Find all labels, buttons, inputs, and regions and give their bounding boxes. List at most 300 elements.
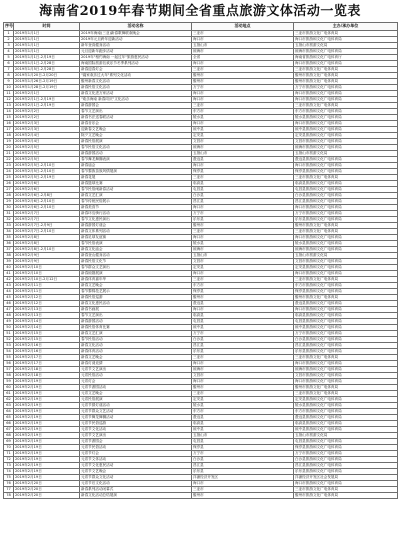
cell-organizer: 三亚市旅游文化广电体育局: [294, 67, 398, 73]
cell-activity-name: 新春足球友谊赛: [80, 235, 192, 241]
cell-activity-name: 新春游园活动: [80, 319, 192, 325]
cell-time: 2019年2月19日: [14, 451, 80, 457]
cell-activity-name: 元宵节灯会: [80, 451, 192, 457]
cell-time: 2019年2月9日: [14, 259, 80, 265]
cell-organizer: 万宁市旅游和文化广电体育局: [294, 211, 398, 217]
cell-number: 7: [4, 67, 14, 73]
cell-activity-name: 新春体育活动: [80, 349, 192, 355]
cell-organizer: 海口市旅游和文化广电体育局: [294, 61, 398, 67]
cell-activity-name: 新春游园活动: [80, 151, 192, 157]
cell-organizer: 海口市旅游和文化广电体育局: [294, 307, 398, 313]
cell-number: 47: [4, 307, 14, 313]
cell-location: 保亭县: [192, 289, 294, 295]
cell-activity-name: 新春民俗文化节: [80, 259, 192, 265]
cell-organizer: 保亭县旅游和文化广电体育局: [294, 169, 398, 175]
cell-time: 2019年2月19日: [14, 439, 80, 445]
cell-time: 2019年2月7日: [14, 217, 80, 223]
cell-location: 三亚市: [192, 277, 294, 283]
cell-time: 2019年2月19日: [14, 391, 80, 397]
cell-activity-name: 新春美食节: [80, 205, 192, 211]
cell-organizer: 昌江县旅游和文化广电体育局: [294, 343, 398, 349]
cell-location: 三亚市: [192, 229, 294, 235]
cell-location: 三亚市: [192, 67, 294, 73]
cell-activity-name: 元宵节游园会: [80, 439, 192, 445]
cell-number: 58: [4, 373, 14, 379]
cell-location: 海口市: [192, 205, 294, 211]
cell-number: 15: [4, 115, 14, 121]
cell-activity-name: 新春迎春灯会: [80, 67, 192, 73]
cell-organizer: 东方市旅游和文化广电体育局: [294, 409, 398, 415]
cell-organizer: 海口市旅游和文化广电体育局: [294, 97, 398, 103]
cell-location: 五指山市: [192, 433, 294, 439]
cell-time: 2019年2月9日: [14, 253, 80, 259]
cell-number: 45: [4, 295, 14, 301]
cell-time: 2019年2月18日: [14, 367, 80, 373]
cell-organizer: 定安县旅游和文化广电体育局: [294, 265, 398, 271]
cell-organizer: 临高县旅游和文化广电体育局: [294, 181, 398, 187]
cell-number: 28: [4, 193, 14, 199]
cell-organizer: 海口市旅游和文化广电体育局: [294, 361, 398, 367]
cell-number: 18: [4, 133, 14, 139]
cell-number: 65: [4, 415, 14, 421]
cell-number: 74: [4, 469, 14, 475]
cell-activity-name: 新春登山健身活动: [80, 253, 192, 259]
cell-location: 东方市: [192, 283, 294, 289]
cell-activity-name: 元宵节群众文化活动: [80, 475, 192, 481]
cell-location: 乐东县: [192, 469, 294, 475]
cell-activity-name: 元宵民俗展演: [80, 397, 192, 403]
cell-location: 琼海市: [192, 49, 294, 55]
cell-activity-name: 元宵灯会: [80, 379, 192, 385]
table-row: [4, 493, 398, 499]
cell-activity-name: 元宵节群众文艺活动: [80, 409, 192, 415]
cell-activity-name: 迎新春文艺晚会: [80, 127, 192, 133]
cell-number: 26: [4, 181, 14, 187]
cell-number: 38: [4, 253, 14, 259]
cell-location: 万宁市: [192, 331, 294, 337]
cell-location: 澄迈县: [192, 157, 294, 163]
cell-number: 8: [4, 73, 14, 79]
cell-time: 2019年2月3日: [14, 127, 80, 133]
cell-organizer: 洋浦经济开发区社会发展局: [294, 475, 398, 481]
cell-time: 2019年2月11日: [14, 289, 80, 295]
cell-number: 17: [4, 127, 14, 133]
cell-time: 2019年2月6日-2月10日: [14, 199, 80, 205]
cell-activity-name: 新春游园会: [80, 103, 192, 109]
cell-number: 25: [4, 175, 14, 181]
cell-activity-name: 元宵节文艺演出: [80, 367, 192, 373]
cell-number: 3: [4, 43, 14, 49]
cell-number: 5: [4, 55, 14, 61]
cell-activity-name: 新春文艺汇演: [80, 193, 192, 199]
cell-number: 78: [4, 493, 14, 499]
cell-organizer: 儋州市旅游文化广电体育局: [294, 223, 398, 229]
cell-location: 白沙县: [192, 193, 294, 199]
cell-organizer: 海口市旅游和文化广电体育局: [294, 163, 398, 169]
cell-organizer: 白沙县旅游和文化广电体育局: [294, 193, 398, 199]
cell-location: 昌江县: [192, 463, 294, 469]
cell-location: 文昌市: [192, 139, 294, 145]
cell-time: 2019年2月4日: [14, 133, 80, 139]
cell-number: 14: [4, 109, 14, 115]
cell-activity-name: 新春书画展: [80, 307, 192, 313]
cell-location: 临高县: [192, 181, 294, 187]
cell-activity-name: "阖家欢乐过大年"系列文化活动: [80, 73, 192, 79]
cell-organizer: 乐东县旅游和文化广电体育局: [294, 349, 398, 355]
cell-location: 琼中县: [192, 427, 294, 433]
cell-location: 海口市: [192, 235, 294, 241]
cell-activity-name: 新春文化活动: [80, 343, 192, 349]
cell-activity-name: 新春篮球比赛: [80, 181, 192, 187]
cell-organizer: 琼海市旅游和文化广电体育局: [294, 145, 398, 151]
cell-organizer: 白沙县旅游和文化广电体育局: [294, 337, 398, 343]
cell-location: 海口市: [192, 307, 294, 313]
cell-organizer: 儋州市旅游文化广电体育局: [294, 295, 398, 301]
cell-time: 2019年2月1日: [14, 91, 80, 97]
cell-activity-name: 春节文艺演出: [80, 313, 192, 319]
cell-organizer: 三亚市旅游文化广电体育局: [294, 391, 398, 397]
cell-organizer: 海南省旅游和文化广电体育厅: [294, 55, 398, 61]
cell-time: 2019年1月26日-2月19日: [14, 79, 80, 85]
cell-activity-name: 新春游园灯谜会: [80, 223, 192, 229]
cell-time: 2019年2月5日: [14, 151, 80, 157]
cell-time: 2019年2月4日: [14, 139, 80, 145]
cell-activity-name: 新春文化惠民活动: [80, 301, 192, 307]
cell-organizer: 陵水县旅游和文化广电体育局: [294, 403, 398, 409]
cell-location: 文昌市: [192, 259, 294, 265]
cell-number: 53: [4, 343, 14, 349]
cell-location: 琼海市: [192, 145, 294, 151]
cell-time: 2019年1月28日-2月19日: [14, 85, 80, 91]
cell-time: 2019年2月5日-2月19日: [14, 175, 80, 181]
cell-time: 2019年2月19日: [14, 415, 80, 421]
cell-location: 三亚市: [192, 487, 294, 493]
cell-location: 海口市: [192, 271, 294, 277]
cell-number: 42: [4, 277, 14, 283]
cell-number: 51: [4, 331, 14, 337]
cell-number: 43: [4, 283, 14, 289]
cell-activity-name: 2019年"相约海南 一起过年"旅游惠民活动: [80, 55, 192, 61]
cell-time: 2019年2月14日: [14, 319, 80, 325]
cell-activity-name: 新春书法送春联活动: [80, 115, 192, 121]
cell-number: 60: [4, 385, 14, 391]
cell-location: 陵水县: [192, 241, 294, 247]
cell-organizer: 万宁市旅游和文化广电体育局: [294, 85, 398, 91]
cell-time: 2019年2月8日: [14, 235, 80, 241]
cell-time: 2019年2月19日: [14, 403, 80, 409]
cell-location: 五指山市: [192, 43, 294, 49]
cell-location: 海口市: [192, 91, 294, 97]
cell-organizer: 澄迈县旅游和文化广电体育局: [294, 415, 398, 421]
cell-time: 2019年2月19日: [14, 397, 80, 403]
cell-activity-name: 春节文艺演出: [80, 109, 192, 115]
cell-activity-name: 新春文化活动总结展演: [80, 493, 192, 499]
cell-number: 73: [4, 463, 14, 469]
cell-organizer: 五指山市旅游文化局: [294, 43, 398, 49]
cell-location: 屯昌县: [192, 439, 294, 445]
cell-time: 2019年1月20日-2月20日: [14, 73, 80, 79]
cell-location: 三亚市: [192, 391, 294, 397]
cell-organizer: 三亚市旅游文化广电体育局: [294, 277, 398, 283]
header-organizer: 主办/承办单位: [294, 23, 398, 31]
cell-number: 9: [4, 79, 14, 85]
cell-location: 定安县: [192, 265, 294, 271]
cell-activity-name: 元宵节文艺晚会: [80, 469, 192, 475]
cell-location: 琼中县: [192, 325, 294, 331]
cell-activity-name: 新春体育嘉年华: [80, 277, 192, 283]
cell-time: 2019年2月19日: [14, 469, 80, 475]
cell-number: 32: [4, 217, 14, 223]
cell-activity-name: "欢乐海南 新春同庆"文化活动: [80, 97, 192, 103]
cell-number: 39: [4, 259, 14, 265]
activities-table: [3, 22, 398, 499]
cell-number: 36: [4, 241, 14, 247]
cell-number: 24: [4, 169, 14, 175]
cell-number: 67: [4, 427, 14, 433]
table-body: [4, 31, 398, 499]
cell-number: 64: [4, 409, 14, 415]
cell-activity-name: 春节传统民俗展示: [80, 199, 192, 205]
cell-organizer: 海口市旅游和文化广电体育局: [294, 235, 398, 241]
cell-organizer: 昌江县旅游和文化广电体育局: [294, 199, 398, 205]
cell-time: 2019年2月6日-2月10日: [14, 205, 80, 211]
cell-organizer: 文昌市旅游和文化广电体育局: [294, 259, 398, 265]
cell-activity-name: 春节黎锦技艺展示: [80, 289, 192, 295]
cell-location: 海口市: [192, 37, 294, 43]
cell-activity-name: 海南国际旅游岛欢乐节冬季系列活动: [80, 61, 192, 67]
cell-location: 澄迈县: [192, 415, 294, 421]
cell-time: 2019年2月15日: [14, 331, 80, 337]
cell-activity-name: 新春文艺晚会: [80, 355, 192, 361]
cell-activity-name: 新春文艺汇演: [80, 331, 192, 337]
cell-number: 63: [4, 403, 14, 409]
cell-number: 71: [4, 451, 14, 457]
cell-time: 2019年2月17日: [14, 355, 80, 361]
cell-location: 三亚市: [192, 103, 294, 109]
cell-time: 2019年2月3日: [14, 121, 80, 127]
cell-location: 儋州市: [192, 493, 294, 499]
cell-time: 2019年1月1日: [14, 49, 80, 55]
cell-time: 2019年2月19日: [14, 433, 80, 439]
cell-time: 2019年2月19日: [14, 445, 80, 451]
cell-number: 50: [4, 325, 14, 331]
cell-number: 35: [4, 235, 14, 241]
cell-activity-name: 元宵节文体活动: [80, 457, 192, 463]
cell-activity-name: 春节舞龙舞狮表演: [80, 157, 192, 163]
cell-organizer: 乐东县旅游和文化广电体育局: [294, 217, 398, 223]
cell-organizer: 乐东县旅游和文化广电体育局: [294, 469, 398, 475]
cell-activity-name: 春节群众文艺演出: [80, 265, 192, 271]
cell-number: 70: [4, 445, 14, 451]
cell-location: 保亭县: [192, 169, 294, 175]
cell-location: 万宁市: [192, 85, 294, 91]
cell-number: 4: [4, 49, 14, 55]
cell-time: 2019年2月13日: [14, 307, 80, 313]
cell-number: 33: [4, 223, 14, 229]
cell-number: 56: [4, 361, 14, 367]
cell-organizer: 屯昌县旅游和文化广电体育局: [294, 319, 398, 325]
cell-number: 41: [4, 271, 14, 277]
cell-location: 儋州市: [192, 295, 294, 301]
cell-time: 2019年2月1日-2月19日: [14, 103, 80, 109]
cell-organizer: 万宁市旅游和文化广电体育局: [294, 331, 398, 337]
cell-location: 海口市: [192, 121, 294, 127]
cell-number: 62: [4, 397, 14, 403]
cell-activity-name: 新春民俗巡游: [80, 295, 192, 301]
cell-time: 2019年2月20日: [14, 481, 80, 487]
cell-time: 2019年2月6日-2月8日: [14, 193, 80, 199]
cell-activity-name: 新春环岛骑行活动: [80, 211, 192, 217]
cell-organizer: 儋州市旅游文化广电体育局: [294, 73, 398, 79]
cell-number: 1: [4, 31, 14, 37]
cell-location: 乐东县: [192, 349, 294, 355]
cell-organizer: 三亚市旅游文化广电体育局: [294, 355, 398, 361]
cell-number: 30: [4, 205, 14, 211]
cell-location: 保亭县: [192, 445, 294, 451]
cell-activity-name: 春节黎族苗族风情展演: [80, 169, 192, 175]
cell-location: 海口市: [192, 379, 294, 385]
cell-number: 69: [4, 439, 14, 445]
cell-organizer: 海口市旅游和文化广电体育局: [294, 481, 398, 487]
table-header-row: [4, 23, 398, 31]
cell-time: 2019年2月13日: [14, 313, 80, 319]
cell-time: 2019年2月5日: [14, 157, 80, 163]
cell-time: 2019年1月1日-2月19日: [14, 55, 80, 61]
cell-number: 48: [4, 313, 14, 319]
cell-location: 海口市: [192, 361, 294, 367]
cell-location: 琼海市: [192, 247, 294, 253]
cell-activity-name: 新春花展: [80, 175, 192, 181]
cell-activity-name: 新春系列活动闭幕式: [80, 487, 192, 493]
cell-number: 21: [4, 151, 14, 157]
cell-number: 49: [4, 319, 14, 325]
cell-activity-name: 2019年海南(三亚)新春歌舞联欢晚会: [80, 31, 192, 37]
cell-number: 44: [4, 289, 14, 295]
cell-activity-name: 元宵文艺晚会: [80, 391, 192, 397]
cell-number: 29: [4, 199, 14, 205]
cell-organizer: 三亚市旅游文化广电体育局: [294, 487, 398, 493]
cell-time: 2019年2月19日: [14, 457, 80, 463]
cell-time: 2019年1月1日-2月28日: [14, 61, 80, 67]
cell-activity-name: 新春琼剧展演: [80, 271, 192, 277]
cell-number: 11: [4, 91, 14, 97]
header-activity-name: 活动名称: [80, 23, 192, 31]
cell-location: 东方市: [192, 409, 294, 415]
cell-time: 2019年2月7日: [14, 211, 80, 217]
cell-location: 琼海市: [192, 367, 294, 373]
cell-number: 20: [4, 145, 14, 151]
cell-time: 2019年2月14日: [14, 325, 80, 331]
cell-time: 2019年1月5日-2月28日: [14, 67, 80, 73]
cell-organizer: 儋州市旅游文化广电体育局: [294, 385, 398, 391]
cell-number: 13: [4, 103, 14, 109]
cell-time: 2019年2月17日: [14, 361, 80, 367]
cell-organizer: 海口市旅游和文化广电体育局: [294, 91, 398, 97]
cell-activity-name: 元宵节猜灯谜活动: [80, 403, 192, 409]
cell-time: 2019年2月5日-2月10日: [14, 169, 80, 175]
cell-number: 6: [4, 61, 14, 67]
cell-location: 儋州市: [192, 73, 294, 79]
cell-organizer: 定安县旅游和文化广电体育局: [294, 397, 398, 403]
cell-activity-name: 新春灯谜竞猜: [80, 361, 192, 367]
cell-time: 2019年2月19日: [14, 463, 80, 469]
cell-time: 2019年1月1日: [14, 37, 80, 43]
cell-number: 55: [4, 355, 14, 361]
cell-activity-name: 2019年元旦跨年迎新活动: [80, 37, 192, 43]
cell-number: 12: [4, 97, 14, 103]
cell-time: 2019年2月19日: [14, 421, 80, 427]
cell-organizer: 海口市旅游和文化广电体育局: [294, 379, 398, 385]
cell-location: 万宁市: [192, 211, 294, 217]
cell-location: 万宁市: [192, 451, 294, 457]
cell-location: 定安县: [192, 397, 294, 403]
cell-location: 儋州市: [192, 223, 294, 229]
cell-activity-name: 新春音乐会: [80, 121, 192, 127]
cell-activity-name: 春节文化惠民演出: [80, 217, 192, 223]
cell-organizer: 琼海市旅游和文化广电体育局: [294, 49, 398, 55]
cell-time: 2019年2月19日: [14, 385, 80, 391]
cell-location: 儋州市: [192, 79, 294, 85]
cell-location: 三亚市: [192, 355, 294, 361]
cell-activity-name: 元宵节舞龙舞狮活动: [80, 415, 192, 421]
cell-number: 66: [4, 421, 14, 427]
cell-number: 31: [4, 211, 14, 217]
cell-activity-name: 除夕文艺晚会: [80, 133, 192, 139]
cell-organizer: 五指山市旅游文化局: [294, 433, 398, 439]
cell-activity-name: 新春文体系列活动: [80, 229, 192, 235]
cell-time: 2019年1月1日: [14, 43, 80, 49]
cell-location: 五指山市: [192, 253, 294, 259]
cell-organizer: 三亚市旅游文化广电体育局: [294, 175, 398, 181]
cell-number: 68: [4, 433, 14, 439]
cell-location: 海口市: [192, 61, 294, 67]
cell-number: 37: [4, 247, 14, 253]
cell-activity-name: 元宵节民俗活动: [80, 445, 192, 451]
cell-organizer: 海口市旅游和文化广电体育局: [294, 37, 398, 43]
cell-location: 海口市: [192, 97, 294, 103]
cell-location: 临高县: [192, 421, 294, 427]
cell-number: 61: [4, 391, 14, 397]
cell-organizer: 琼海市旅游和文化广电体育局: [294, 367, 398, 373]
cell-location: 定安县: [192, 133, 294, 139]
cell-number: 76: [4, 481, 14, 487]
cell-location: 临高县: [192, 313, 294, 319]
cell-time: 2019年2月10日-2月12日: [14, 277, 80, 283]
cell-number: 59: [4, 379, 14, 385]
cell-number: 46: [4, 301, 14, 307]
cell-organizer: 陵水县旅游和文化广电体育局: [294, 115, 398, 121]
cell-location: 文昌市: [192, 373, 294, 379]
header-number: 序号: [4, 23, 14, 31]
cell-activity-name: 儋州新春文化活动: [80, 79, 192, 85]
cell-organizer: 海口市旅游和文化广电体育局: [294, 205, 398, 211]
cell-organizer: 五指山市旅游文化局: [294, 253, 398, 259]
cell-organizer: 文昌市旅游和文化广电体育局: [294, 373, 398, 379]
cell-location: 屯昌县: [192, 319, 294, 325]
cell-time: 2019年2月19日: [14, 409, 80, 415]
cell-activity-name: 新春民俗文化活动: [80, 85, 192, 91]
cell-location: 海口市: [192, 481, 294, 487]
cell-organizer: 屯昌县旅游和文化广电体育局: [294, 187, 398, 193]
cell-number: 34: [4, 229, 14, 235]
cell-location: 海口市: [192, 163, 294, 169]
cell-number: 54: [4, 349, 14, 355]
cell-activity-name: 元旦迎新年跑步活动: [80, 49, 192, 55]
cell-time: 2019年2月20日: [14, 493, 80, 499]
cell-location: 三亚市: [192, 175, 294, 181]
cell-location: 陵水县: [192, 115, 294, 121]
cell-activity-name: 元宵节文化惠民活动: [80, 463, 192, 469]
